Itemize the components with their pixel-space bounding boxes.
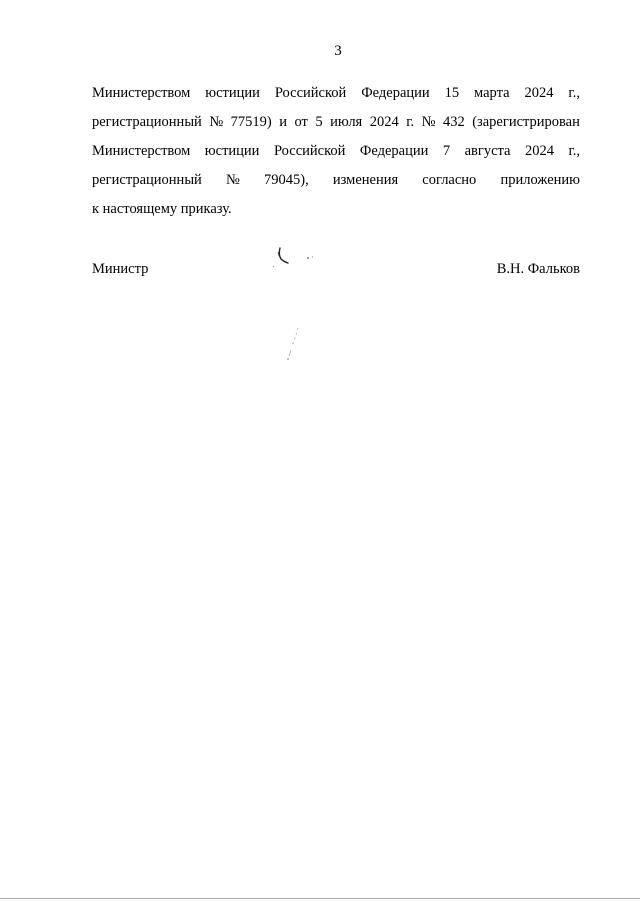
- paragraph-word: согласно: [422, 172, 477, 188]
- page-number: 3: [334, 43, 342, 59]
- paragraph-word: 2024: [524, 143, 554, 159]
- paragraph-word: юстиции: [204, 143, 260, 159]
- paragraph-word: №: [421, 114, 436, 130]
- paragraph-word: августа: [464, 143, 511, 159]
- paragraph-line: [92, 195, 580, 224]
- paragraph-word: Министерством: [92, 85, 191, 101]
- paragraph-word: Федерации: [359, 143, 429, 159]
- paragraph-word: 2024: [524, 85, 554, 101]
- signature-block: [92, 261, 580, 283]
- paragraph-word: 5: [315, 114, 323, 130]
- paragraph-line: [92, 137, 580, 166]
- paragraph-word: изменения: [332, 172, 399, 188]
- paragraph-line: [92, 166, 580, 195]
- paragraph-line: [92, 79, 580, 108]
- paragraph-word: регистрационный: [92, 114, 202, 130]
- paragraph-word: 77519): [230, 114, 272, 130]
- scan-edge-line: [0, 898, 640, 899]
- paragraph-word: г.,: [568, 85, 580, 101]
- paragraph-word: июля: [330, 114, 363, 130]
- paragraph-word: и: [279, 114, 287, 130]
- paragraph-word: от: [294, 114, 308, 130]
- paragraph-word: приложению: [500, 172, 580, 188]
- paragraph-word: юстиции: [205, 85, 260, 101]
- paragraph-word: 79045),: [263, 172, 309, 188]
- paragraph-word: Федерации: [361, 85, 430, 101]
- handwritten-signature: [262, 238, 332, 368]
- paragraph-word: марта: [474, 85, 510, 101]
- paragraph-word: регистрационный: [92, 172, 202, 188]
- paragraph-word: г.,: [568, 143, 580, 159]
- body-paragraph: [92, 79, 580, 224]
- paragraph-word: 432: [442, 114, 465, 130]
- paragraph-word: №: [209, 114, 224, 130]
- paragraph-word: к настоящему приказу.: [92, 201, 232, 217]
- paragraph-word: (зарегистрирован: [472, 114, 580, 130]
- paragraph-word: Российской: [273, 143, 346, 159]
- paragraph-word: №: [225, 172, 240, 188]
- paragraph-word: Российской: [274, 85, 347, 101]
- paragraph-word: 7: [442, 143, 451, 159]
- paragraph-line: [92, 108, 580, 137]
- paragraph-word: 15: [444, 85, 460, 101]
- signatory-name: В.Н. Фальков: [496, 261, 580, 277]
- paragraph-word: г.: [406, 114, 415, 130]
- paragraph-word: 2024: [369, 114, 399, 130]
- signatory-title: Министр: [92, 261, 149, 277]
- paragraph-word: Министерством: [92, 143, 191, 159]
